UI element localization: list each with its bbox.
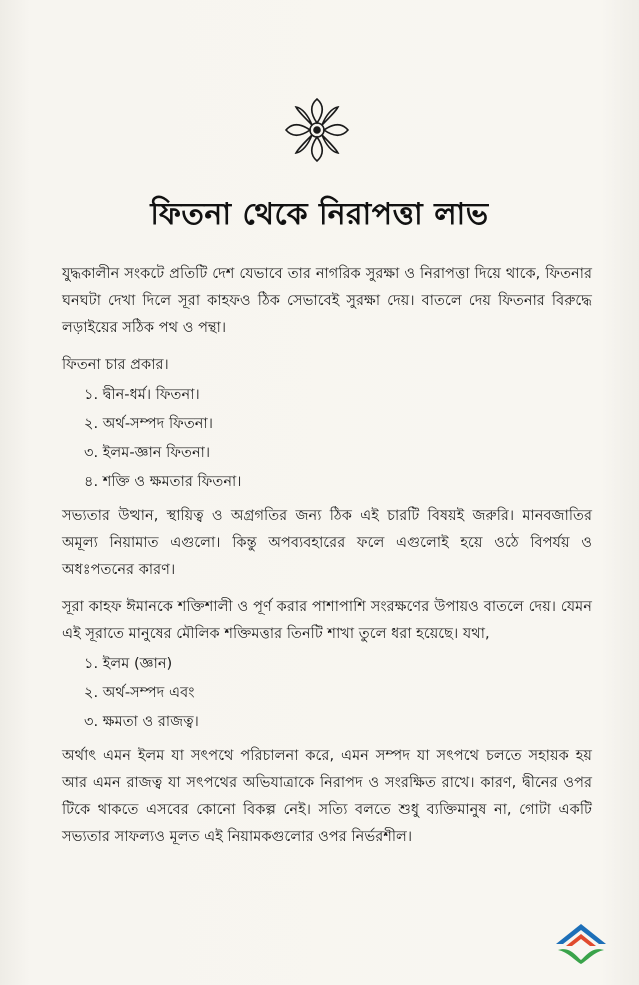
closing-paragraph: অর্থাৎ এমন ইলম যা সৎপথে পরিচালনা করে, এমন সম্পদ যা সৎপথে চলতে সহায়ক হয় আর এমন রাজত্ব যা সৎপথের অভিযাত্রাকে নিরাপদ ও সংরক্ষিত রাখে। কারণ, দ্বীনের ওপর টিকে থাকতে এসবের কোনো বিকল্প নেই। সত্যি বলতে শুধু ব্যক্তিমানুষ না, গোটা একটি সভ্যতার সাফল্যও মূলত এই নিয়ামকগুলোর ওপর নির্ভরশীল। xyxy=(62,747,592,845)
list-item: ১. ইলম (জ্ঞান) xyxy=(84,655,173,672)
page-body xyxy=(62,260,592,860)
chapter-title: ফিতনা থেকে নিরাপত্তা লাভ xyxy=(150,197,489,232)
publisher-logo-icon xyxy=(552,920,610,966)
list-item: ৩. ক্ষমতা ও রাজত্ব। xyxy=(84,713,199,730)
fitna-heading: ফিতনা চার প্রকার। xyxy=(62,356,169,373)
fitna-types-list xyxy=(62,380,592,496)
intro-paragraph: যুদ্ধকালীন সংকটে প্রতিটি দেশ যেভাবে তার নাগরিক সুরক্ষা ও নিরাপত্তা দিয়ে থাকে, ফিতনার ঘনঘটা দেখা দিলে সূরা কাহফও ঠিক সেভাবেই সুরক্ষা দেয়। বাতলে দেয় ফিতনার বিরুদ্ধে লড়াইয়ের সঠিক পথ ও পন্থা। xyxy=(62,265,592,336)
list-item: ১. দ্বীন-ধর্ম। ফিতনা। xyxy=(84,386,200,403)
list-item: ৪. শক্তি ও ক্ষমতার ফিতনা। xyxy=(84,473,242,490)
kahf-paragraph: সূরা কাহফ ঈমানকে শক্তিশালী ও পূর্ণ করার পাশাপাশি সংরক্ষণের উপায়ও বাতলে দেয়। যেমন এই সূরাতে মানুষের মৌলিক শক্তিমত্তার তিনটি শাখা তুলে ধরা হয়েছে। যথা, xyxy=(62,598,592,642)
floral-ornament-icon xyxy=(284,95,350,165)
civilization-paragraph: সভ্যতার উত্থান, স্থায়িত্ব ও অগ্রগতির জন্য ঠিক এই চারটি বিষয়ই জরুরি। মানবজাতির অমূল্য নিয়ামাত এগুলো। কিন্তু অপব্যবহারের ফলে এগুলোই হয়ে ওঠে বিপর্যয় ও অধঃপতনের কারণ। xyxy=(62,507,592,578)
branches-list xyxy=(62,649,592,736)
list-item: ২. অর্থ-সম্পদ এবং xyxy=(84,684,195,701)
list-item: ২. অর্থ-সম্পদ ফিতনা। xyxy=(84,415,213,432)
list-item: ৩. ইলম-জ্ঞান ফিতনা। xyxy=(84,444,211,461)
